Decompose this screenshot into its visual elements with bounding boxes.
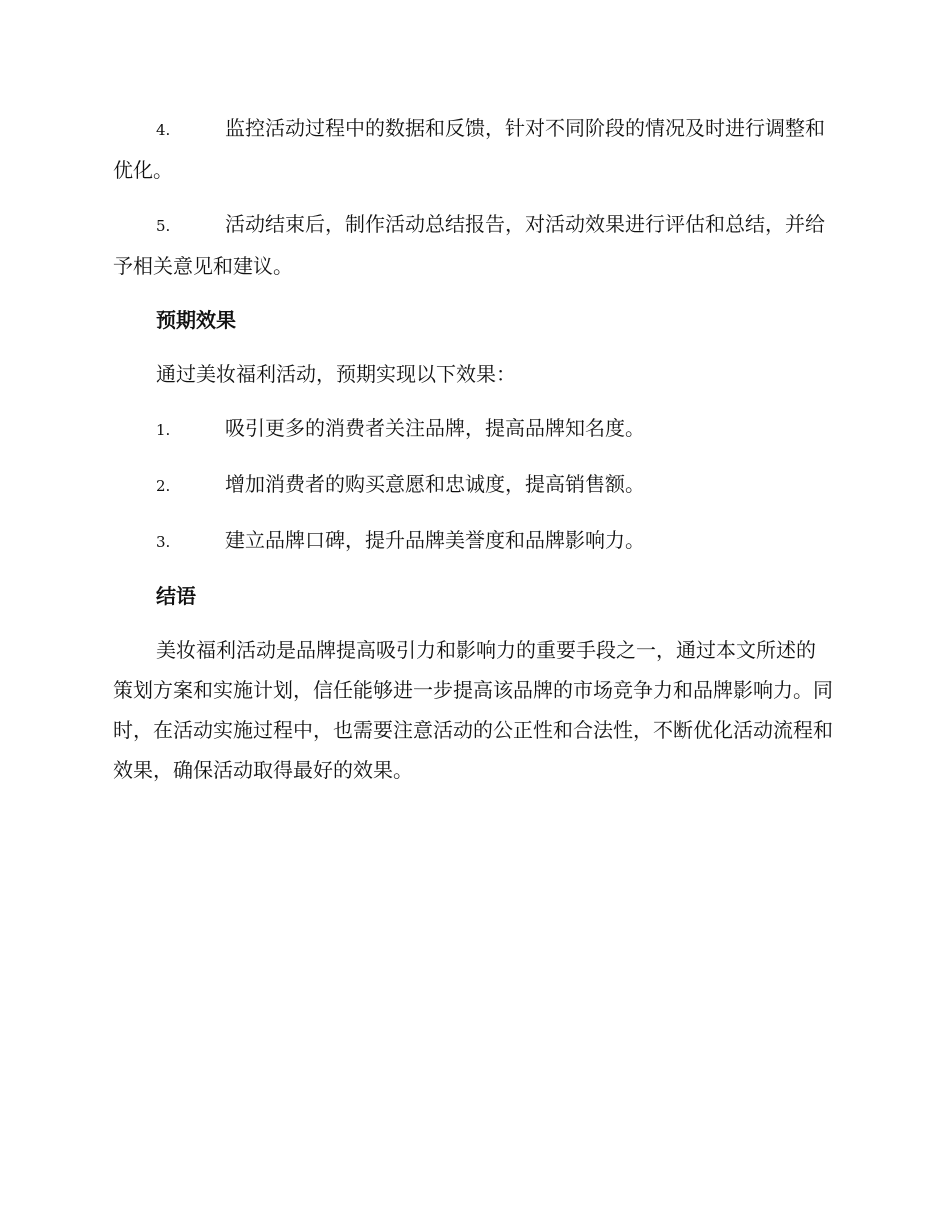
- expected-text: 建立品牌口碑，提升品牌美誉度和品牌影响力。: [225, 528, 645, 552]
- conclusion-paragraph: 美妆福利活动是品牌提高吸引力和影响力的重要手段之一，通过本文所述的策划方案和实施计划，信任能够进一步提高该品牌的市场竞争力和品牌影响力。同时，在活动实施过程中，也需要注意活动的公正性和合法性，不断优化活动流程和效果，确保活动取得最好的效果。: [113, 638, 833, 782]
- step-item-5: [113, 204, 833, 286]
- expected-number: 1.: [156, 421, 171, 439]
- step-text: 监控活动过程中的数据和反馈，针对不同阶段的情况及时进行调整和优化。: [113, 116, 825, 182]
- step-number: 5.: [156, 217, 171, 235]
- expected-item-3: [113, 520, 833, 562]
- expected-number: 3.: [156, 533, 171, 551]
- step-item-4: [113, 108, 833, 190]
- expected-item-1: [113, 408, 833, 450]
- expected-text: 增加消费者的购买意愿和忠诚度，提高销售额。: [225, 472, 645, 496]
- expected-item-2: [113, 464, 833, 506]
- document-content: [113, 108, 833, 804]
- section-heading-conclusion: 结语: [156, 584, 196, 608]
- section-heading-expected: 预期效果: [156, 308, 236, 332]
- step-number: 4.: [156, 121, 171, 139]
- expected-intro: 通过美妆福利活动，预期实现以下效果：: [156, 362, 516, 386]
- step-text: 活动结束后，制作活动总结报告，对活动效果进行评估和总结，并给予相关意见和建议。: [113, 212, 825, 278]
- expected-number: 2.: [156, 477, 171, 495]
- expected-text: 吸引更多的消费者关注品牌，提高品牌知名度。: [225, 416, 645, 440]
